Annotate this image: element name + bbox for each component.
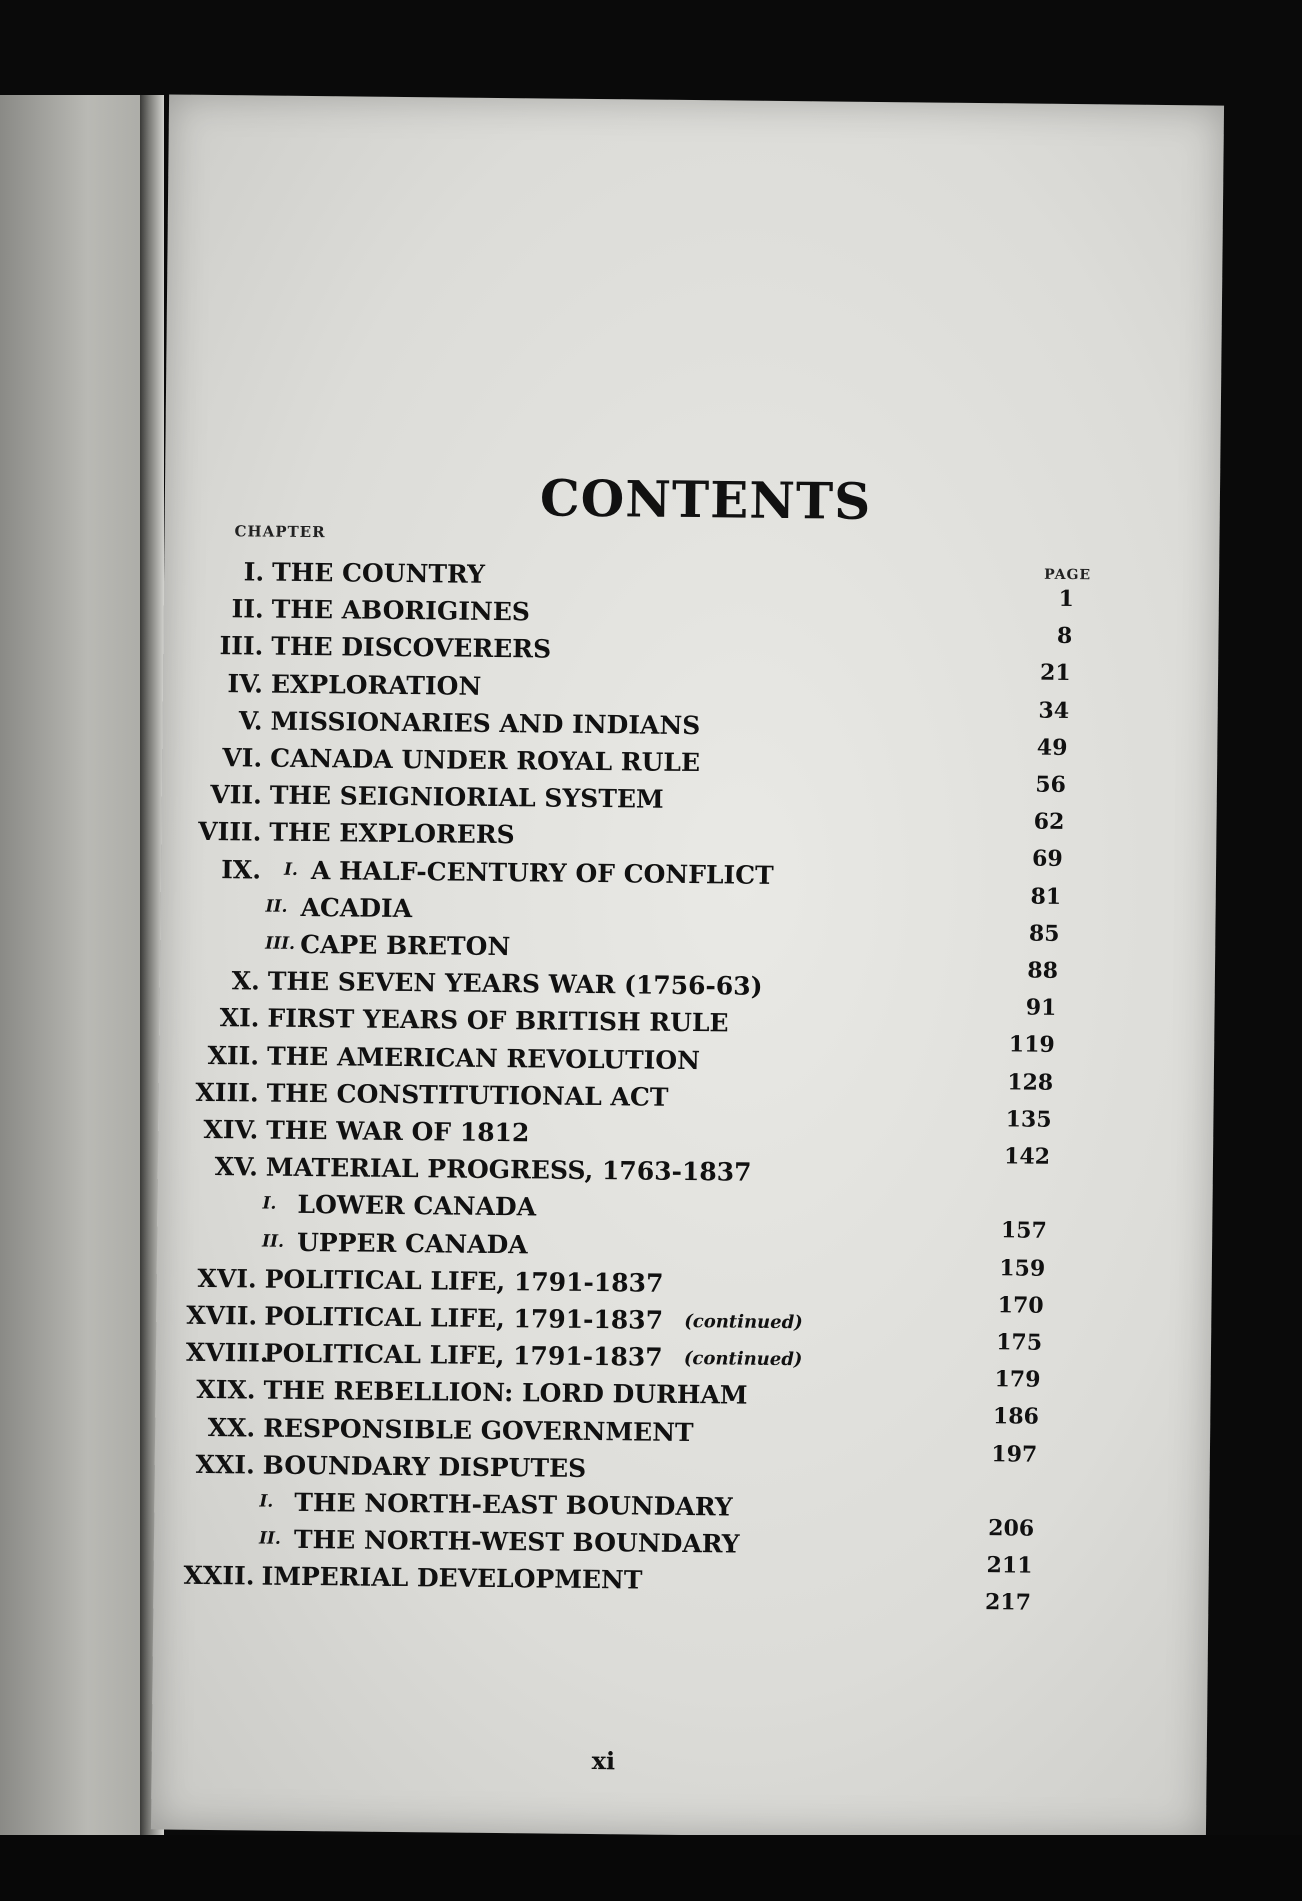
page-reference: 206 (988, 1515, 1035, 1542)
page-reference: 49 (1036, 734, 1068, 761)
chapter-number (184, 1524, 254, 1525)
chapter-title: THE CONSTITUTIONAL ACT (266, 1078, 669, 1112)
chapter-title: EXPLORATION (270, 669, 482, 701)
chapter-number: XXI. (195, 1449, 255, 1480)
page-reference: 81 (1030, 883, 1062, 910)
page-reference: 91 (1025, 994, 1057, 1022)
page-reference: 119 (1008, 1031, 1055, 1059)
section-number: III. (265, 933, 296, 954)
section-number: I. (259, 1491, 274, 1512)
chapter-title: THE ABORIGINES (271, 594, 531, 627)
page-reference: 128 (1007, 1068, 1054, 1096)
chapter-number: V. (238, 706, 263, 736)
page-reference: 157 (1000, 1217, 1047, 1245)
chapter-number: VI. (222, 743, 263, 773)
page-reference: 175 (996, 1329, 1043, 1356)
chapter-number: XIX. (196, 1375, 256, 1405)
chapter-title: IMPERIAL DEVELOPMENT (261, 1561, 643, 1595)
page-title: CONTENTS (539, 468, 872, 531)
chapter-title: A HALF-CENTURY OF CONFLICT (310, 855, 774, 890)
chapter-title: RESPONSIBLE GOVERNMENT (263, 1413, 694, 1447)
facing-page (0, 95, 160, 1835)
chapter-number: XIV. (203, 1114, 259, 1145)
title-note: (continued) (684, 1310, 803, 1334)
chapter-number: X. (231, 966, 260, 996)
chapter-number: XVI. (197, 1263, 257, 1294)
chapter-number (185, 1487, 255, 1488)
page-reference: 217 (984, 1589, 1032, 1617)
chapter-number: XX. (207, 1412, 256, 1443)
chapter-title: THE NORTH-EAST BOUNDARY (294, 1487, 733, 1522)
chapter-title: POLITICAL LIFE, 1791-1837 (264, 1264, 664, 1298)
contents-page (151, 95, 1224, 1841)
chapter-number: IV. (227, 668, 264, 699)
chapter-title: BOUNDARY DISPUTES (262, 1450, 587, 1483)
title-note: (continued) (683, 1348, 803, 1371)
chapter-number: I. (243, 557, 265, 587)
section-number: I. (262, 1193, 277, 1215)
chapter-title: LOWER CANADA (297, 1190, 537, 1222)
section-number: II. (258, 1528, 281, 1549)
page-reference: 85 (1028, 920, 1060, 947)
page-reference: 69 (1031, 845, 1063, 873)
chapter-number: VII. (210, 780, 262, 810)
scan-border (0, 1835, 1302, 1901)
section-number: I. (283, 859, 298, 880)
chapter-number: XVII. (186, 1300, 258, 1331)
page-reference: 179 (994, 1366, 1041, 1393)
chapter-title: THE SEVEN YEARS WAR (1756-63) (267, 966, 763, 1001)
page-reference: 1 (1058, 585, 1075, 613)
chapter-title: THE EXPLORERS (269, 818, 515, 850)
chapter-number: XVIII. (185, 1337, 269, 1368)
section-number: II. (262, 1231, 285, 1252)
chapter-title: THE NORTH-WEST BOUNDARY (293, 1525, 740, 1559)
chapter-number: XV. (214, 1152, 259, 1182)
page-reference: 34 (1038, 697, 1070, 724)
page-reference: 21 (1039, 660, 1071, 687)
chapter-title: UPPER CANADA (296, 1227, 528, 1259)
chapter-title: ACADIA (300, 892, 413, 923)
chapter-title: MATERIAL PROGRESS, 1763-1837 (265, 1152, 752, 1187)
chapter-number: XII. (207, 1040, 260, 1071)
chapter-title: THE SEIGNIORIAL SYSTEM (269, 780, 664, 814)
chapter-number: XXII. (183, 1561, 255, 1591)
chapter-number: IX. (221, 854, 262, 885)
page-reference: 135 (1005, 1106, 1052, 1133)
page-column-header: PAGE (1044, 566, 1092, 584)
page-reference: 8 (1056, 623, 1073, 650)
page-reference: 170 (997, 1292, 1044, 1319)
chapter-column-header: CHAPTER (234, 522, 326, 542)
chapter-title: CANADA UNDER ROYAL RULE (270, 743, 701, 778)
chapter-title: CAPE BRETON (300, 929, 511, 962)
page-reference: 56 (1035, 771, 1067, 798)
chapter-number: II. (231, 594, 264, 624)
chapter-title: THE WAR OF 1812 (266, 1115, 530, 1148)
section-number: II. (265, 896, 288, 917)
page-reference: 197 (991, 1440, 1038, 1468)
chapter-number: III. (219, 631, 264, 661)
page-reference: 186 (992, 1403, 1040, 1431)
chapter-title: POLITICAL LIFE, 1791-1837 (263, 1338, 663, 1372)
chapter-number: XIII. (195, 1077, 259, 1108)
page-reference: 211 (986, 1552, 1033, 1579)
page-reference: 62 (1033, 808, 1065, 836)
chapter-title: THE REBELLION: LORD DURHAM (263, 1375, 748, 1411)
contents-list (151, 95, 1224, 1841)
page-reference: 142 (1003, 1143, 1051, 1170)
chapter-title: THE AMERICAN REVOLUTION (266, 1041, 701, 1075)
page-number: xi (591, 1746, 616, 1776)
chapter-title: FIRST YEARS OF BRITISH RULE (267, 1003, 729, 1038)
chapter-number (191, 892, 261, 893)
chapter-title: MISSIONARIES AND INDIANS (270, 706, 701, 740)
chapter-title: POLITICAL LIFE, 1791-1837 (264, 1301, 664, 1335)
chapter-title: THE COUNTRY (271, 557, 486, 589)
page-reference: 159 (999, 1254, 1046, 1282)
chapter-number (188, 1189, 258, 1190)
chapter-number (190, 929, 260, 930)
page-reference: 88 (1027, 957, 1059, 984)
chapter-title: THE DISCOVERERS (271, 632, 552, 664)
chapter-number (187, 1226, 257, 1227)
chapter-number: XI. (219, 1003, 260, 1033)
chapter-number: VIII. (198, 817, 262, 847)
